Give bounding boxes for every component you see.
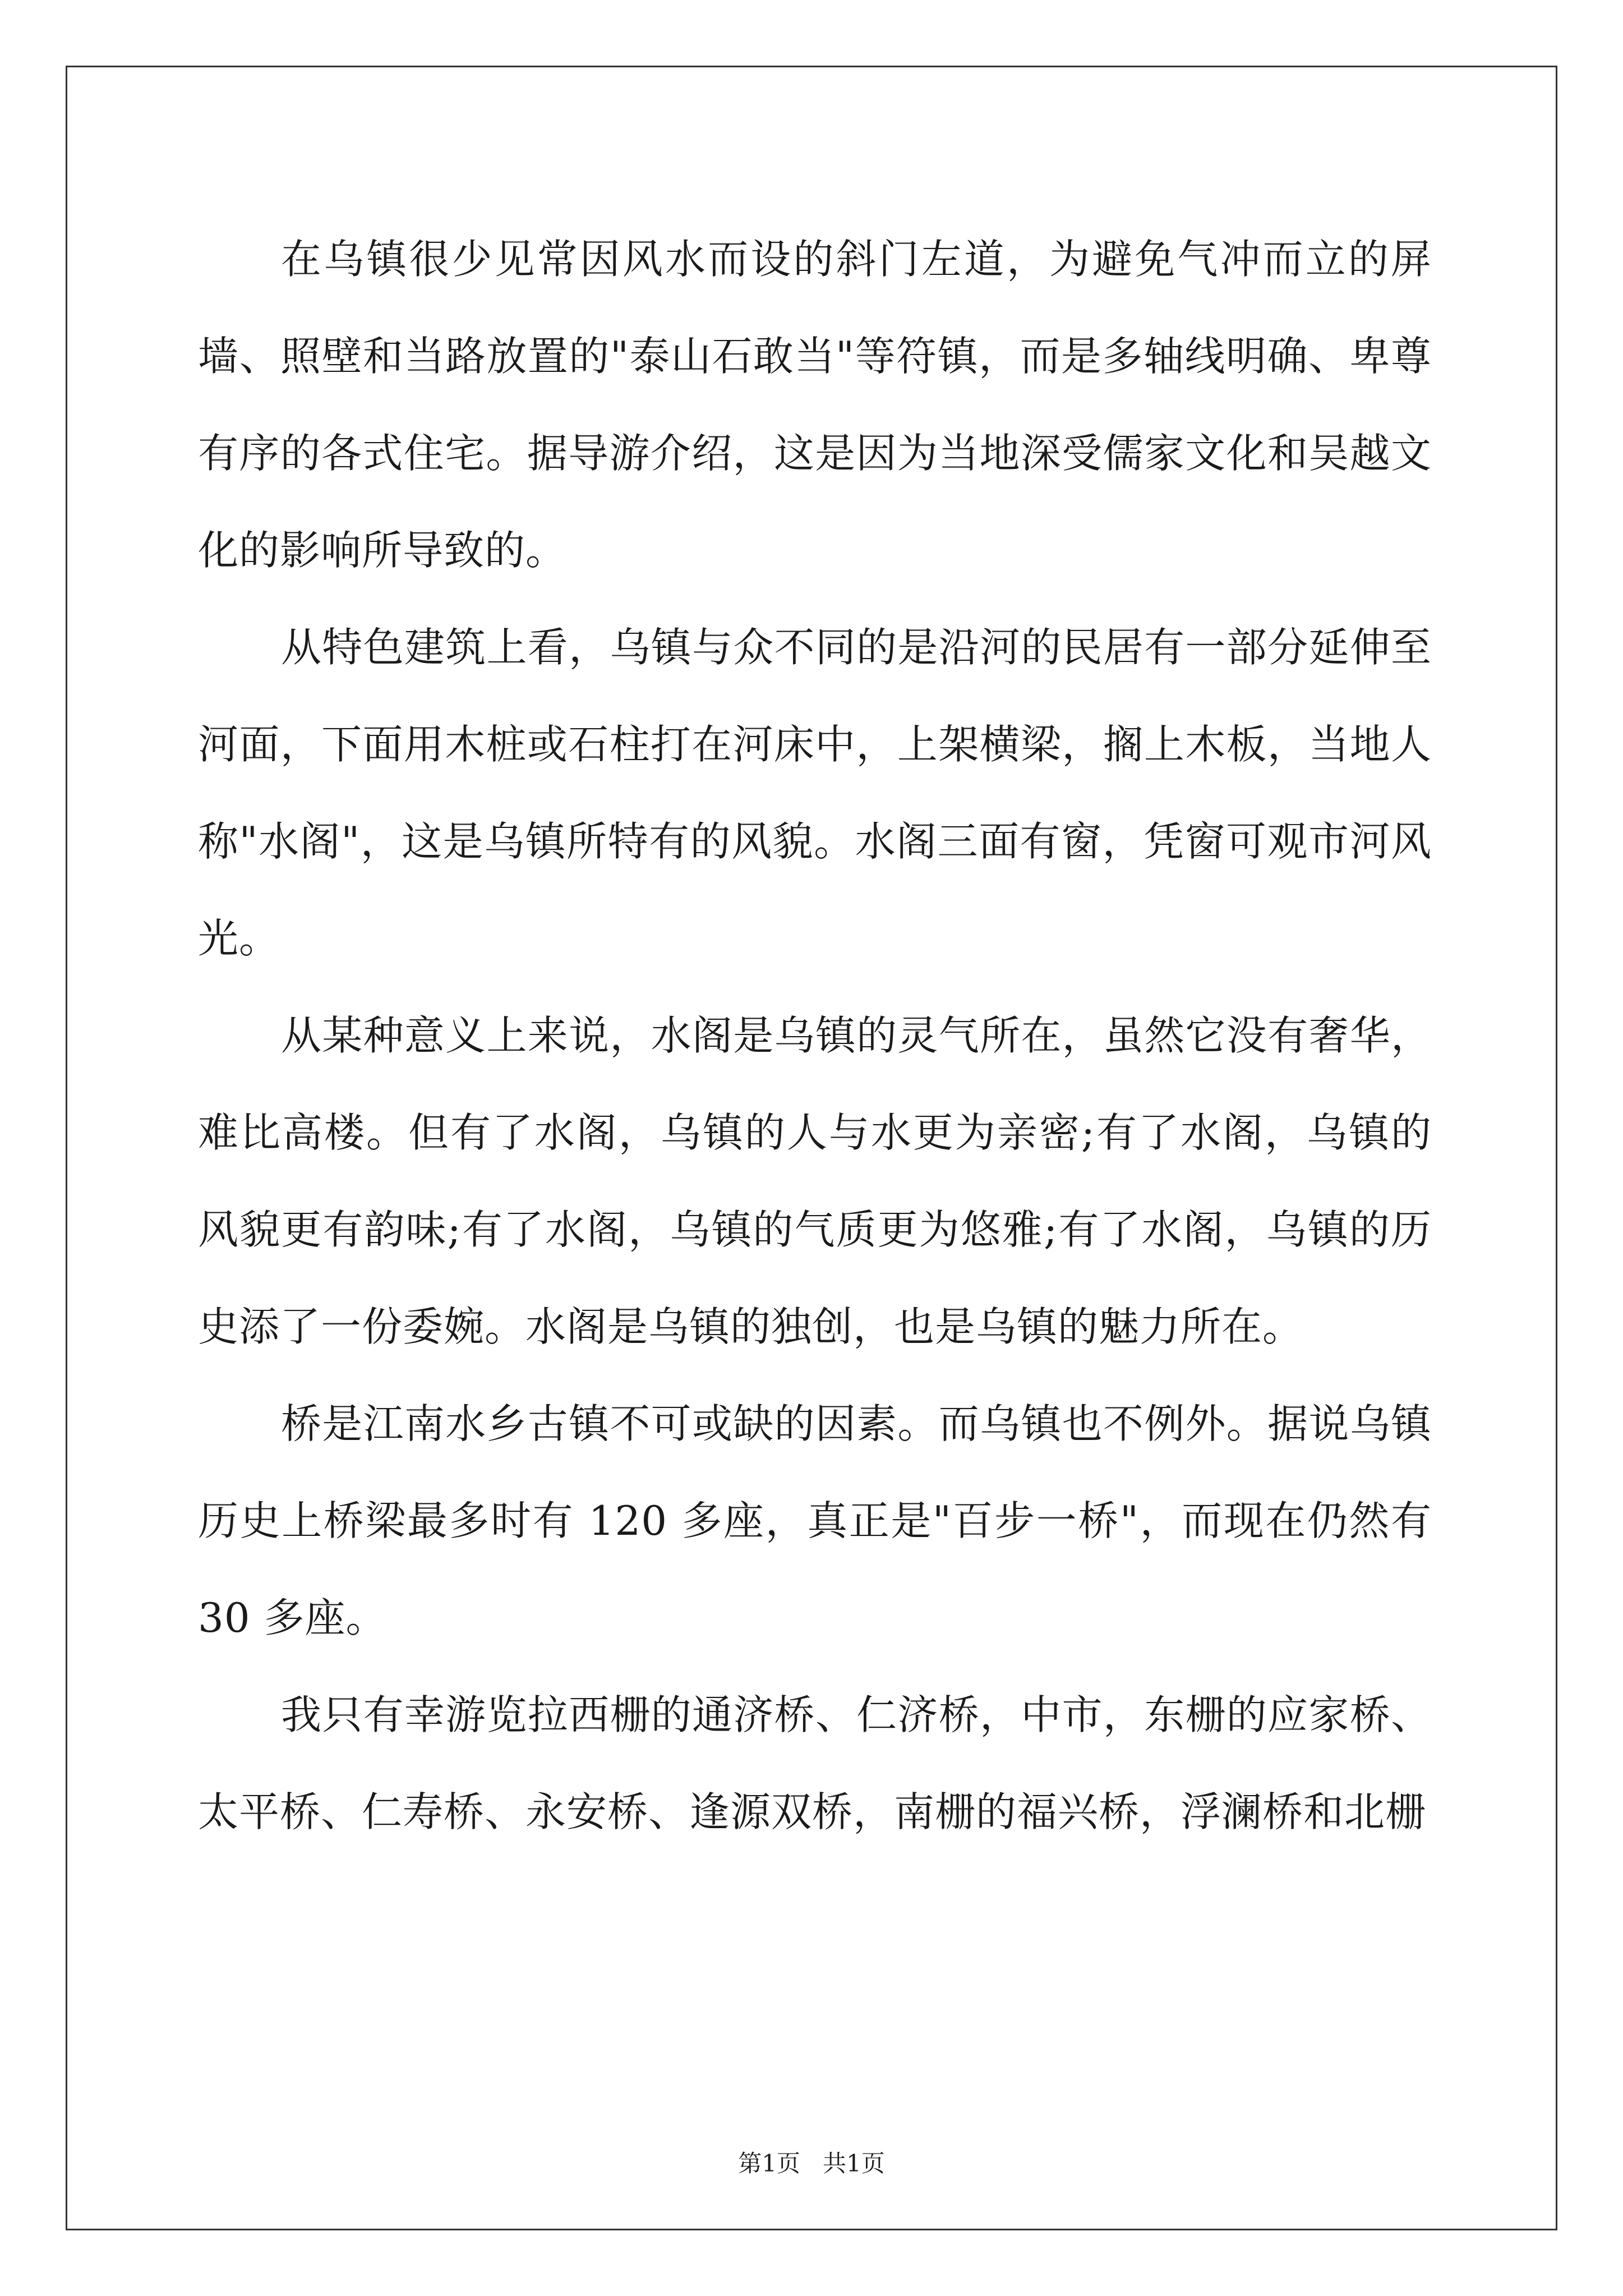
paragraph-1: 在乌镇很少见常因风水而设的斜门左道，为避免气冲而立的屏墙、照壁和当路放置的"泰山石敢当"等符镇，而是多轴线明确、卑尊有序的各式住宅。据导游介绍，这是因为当地深受儒家文化和吴越文化的影响所导致的。 (198, 236, 1432, 574)
paragraph-4: 桥是江南水乡古镇不可或缺的因素。而乌镇也不例外。据说乌镇历史上桥梁最多时有 120 多座，真正是"百步一桥"，而现在仍然有 30 多座。 (198, 1400, 1432, 1641)
paragraph-5: 我只有幸游览拉西栅的通济桥、仁济桥，中市，东栅的应家桥、太平桥、仁寿桥、永安桥、逢源双桥，南栅的福兴桥，浮澜桥和北栅 (198, 1691, 1432, 1835)
page-number-footer: 第1页 共1页 (738, 2150, 885, 2177)
paragraph-2: 从特色建筑上看，乌镇与众不同的是沿河的民居有一部分延伸至河面，下面用木桩或石柱打在河床中，上架横梁，搁上木板，当地人称"水阁"，这是乌镇所特有的风貌。水阁三面有窗，凭窗可观市河风光。 (198, 624, 1432, 962)
document-body (198, 211, 1432, 1861)
paragraph-3: 从某种意义上来说，水阁是乌镇的灵气所在，虽然它没有奢华，难比高楼。但有了水阁，乌镇的人与水更为亲密;有了水阁，乌镇的风貌更有韵味;有了水阁，乌镇的气质更为悠雅;有了水阁，乌镇的历史添了一份委婉。水阁是乌镇的独创，也是乌镇的魅力所在。 (198, 1012, 1432, 1350)
